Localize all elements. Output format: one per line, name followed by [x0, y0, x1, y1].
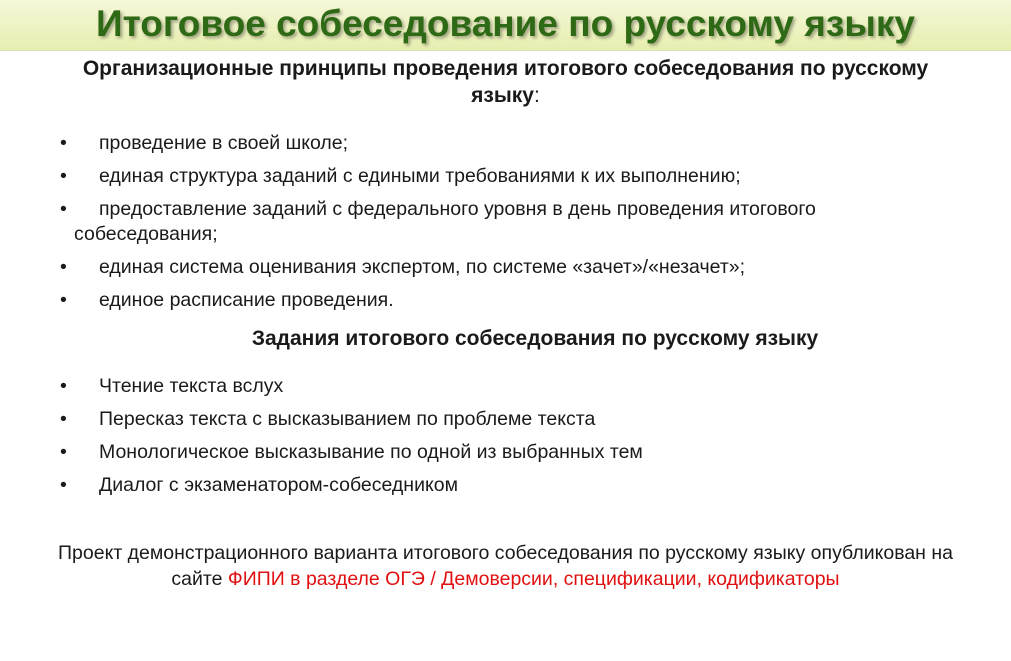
principles-heading [60, 55, 951, 109]
task-text: Пересказ текста с высказыванием по проблеме текста [99, 408, 596, 430]
list-item [0, 407, 1000, 432]
bullet-icon: • [60, 165, 67, 187]
tasks-heading: Задания итогового собеседования по русскому языку [251, 327, 819, 350]
principles-heading-colon: : [533, 84, 540, 107]
list-item [0, 197, 1000, 247]
list-item [0, 440, 1000, 465]
bullet-icon: • [60, 289, 67, 311]
footer-note [50, 540, 961, 592]
principle-text: единое расписание проведения. [99, 289, 394, 311]
principle-text: предоставление заданий с федерального уровня в день проведения итогового собеседования; [74, 198, 816, 245]
list-item [0, 374, 1000, 399]
principles-list [0, 131, 1000, 321]
slide-title: Итоговое собеседование по русскому языку [96, 3, 915, 44]
tasks-list [0, 374, 1000, 506]
bullet-icon: • [60, 198, 67, 220]
fipi-link[interactable]: ФИПИ в разделе ОГЭ / Демоверсии, спецификации, кодификаторы [227, 568, 840, 590]
bullet-icon: • [60, 132, 67, 154]
list-item [0, 131, 1000, 156]
bullet-icon: • [60, 256, 67, 278]
principles-heading-text: Организационные принципы проведения итогового собеседования по русскому языку [82, 57, 929, 107]
list-item [0, 473, 1000, 498]
bullet-icon: • [60, 408, 67, 430]
footer-text: Проект демонстрационного варианта итогового собеседования по русскому языку опубликован на сайте [58, 542, 953, 590]
bullet-icon: • [60, 474, 67, 496]
task-text: Диалог с экзаменатором-собеседником [99, 474, 458, 496]
bullet-icon: • [60, 441, 67, 463]
bullet-icon: • [60, 375, 67, 397]
principle-text: проведение в своей школе; [99, 132, 349, 154]
principle-text: единая система оценивания экспертом, по системе «зачет»/«незачет»; [99, 256, 746, 278]
list-item [0, 288, 1000, 313]
list-item [0, 255, 1000, 280]
principle-text: единая структура заданий с едиными требованиями к их выполнению; [99, 165, 741, 187]
task-text: Монологическое высказывание по одной из выбранных тем [99, 441, 643, 463]
task-text: Чтение текста вслух [99, 375, 284, 397]
list-item [0, 164, 1000, 189]
